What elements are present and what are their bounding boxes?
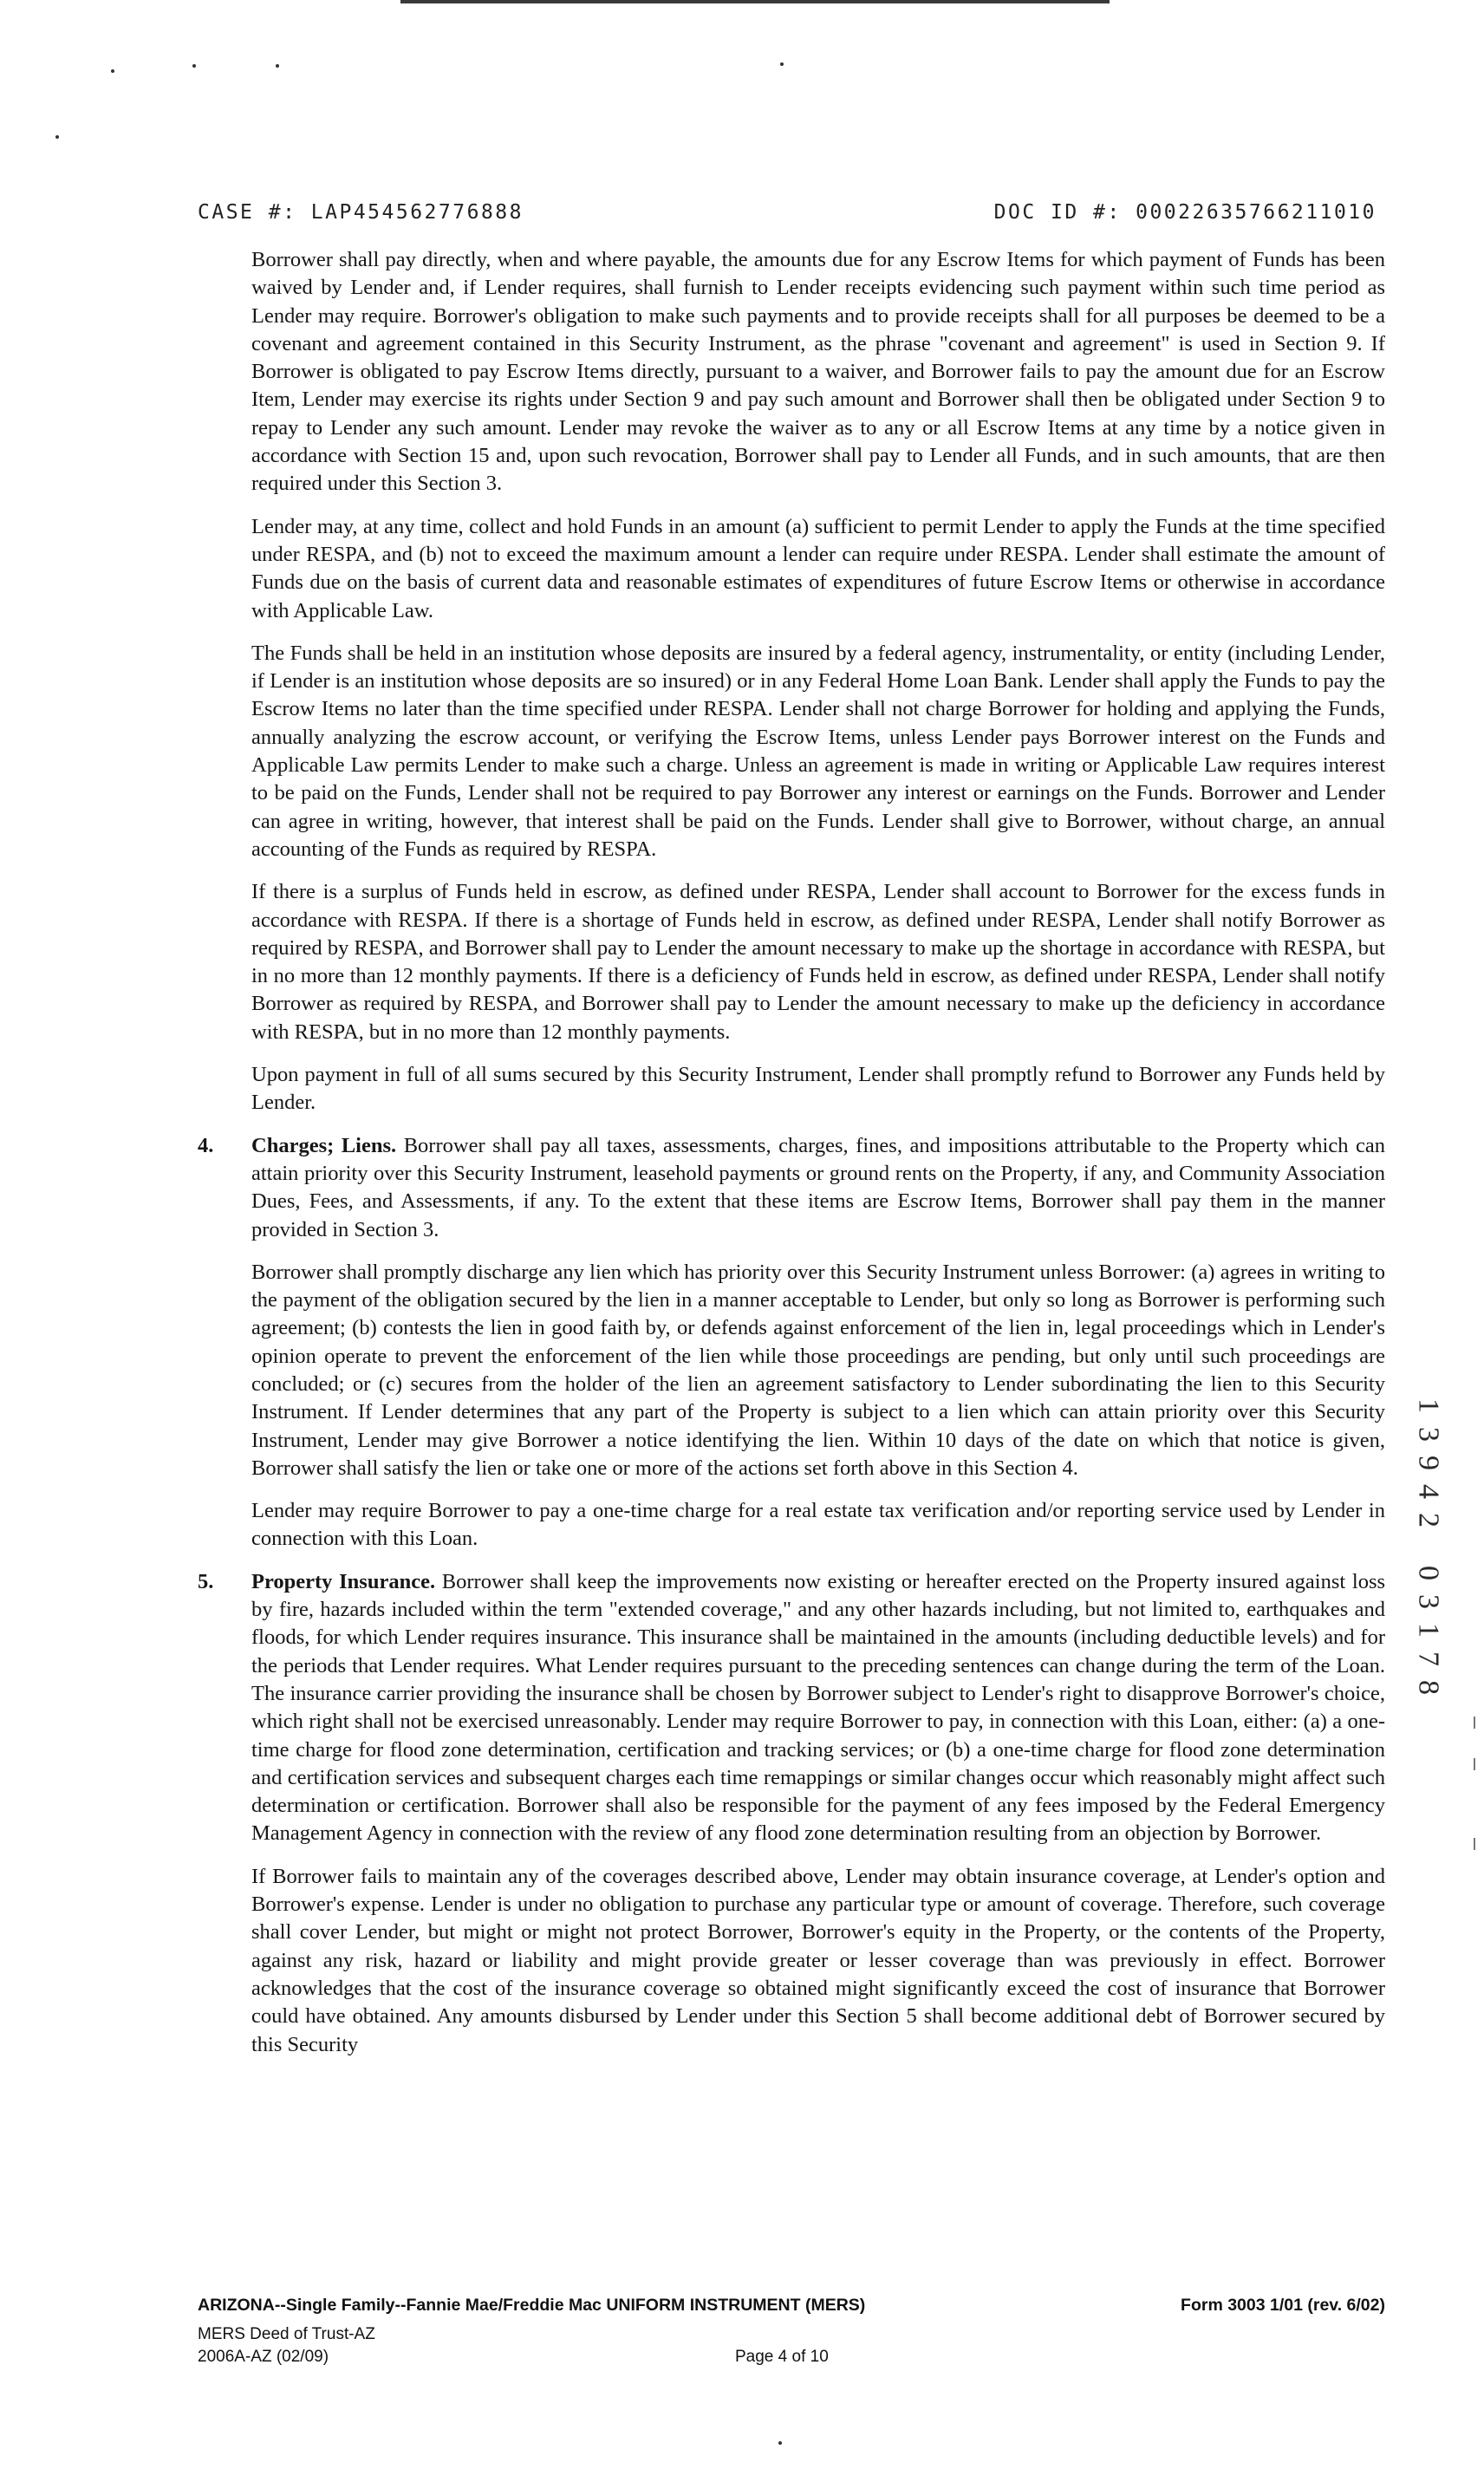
doc-id: DOC ID #: 00022635766211010 xyxy=(993,201,1377,224)
stamp-digit: 1 xyxy=(1412,1623,1445,1638)
paragraph: The Funds shall be held in an institution whose deposits are insured by a federal agency, instrumentality, or entity (including Lender, if Lender is an institution whose deposits are so insured) or in any Federal Home Loan Bank. Lender shall apply the Funds to pay the Escrow Items no later than the time specified under RESPA. Lender shall not charge Borrower for holding and applying the Funds, annually analyzing the escrow account, or verifying the Escrow Items, unless Lender pays Borrower interest on the Funds and Applicable Law permits Lender to make such a charge. Unless an agreement is made in writing or Applicable Law requires interest to be paid on the Funds, Lender shall not be required to pay Borrower any interest or earnings on the Funds. Borrower and Lender can agree in writing, however, that interest shall be paid on the Funds. Lender shall give to Borrower, without charge, an annual accounting of the Funds as required by RESPA. xyxy=(251,641,1385,861)
document-body xyxy=(198,246,1385,2074)
section-text: Borrower shall keep the improvements now existing or hereafter erected on the Property insured against loss by fire, hazards included within the term "extended coverage," and any other hazards including, but not limited to, earthquakes and floods, for which Lender requires insurance. This insurance shall be maintained in the amounts (including deductible levels) and for the periods that Lender requires. What Lender requires pursuant to the preceding sentences can change during the term of the Loan. The insurance carrier providing the insurance shall be chosen by Borrower subject to Lender's right to disapprove Borrower's choice, which right shall not be exercised unreasonably. Lender may require Borrower to pay, in connection with this Loan, either: (a) a one-time charge for flood zone determination, certification and tracking services; or (b) a one-time charge for flood zone determination and certification services and subsequent charges each time remappings or similar changes occur which reasonably might affect such determination or certification. Borrower shall also be responsible for the payment of any fees imposed by the Federal Emergency Management Agency in connection with the review of any flood zone determination resulting from an objection by Borrower. xyxy=(251,1569,1386,1846)
page-number: Page 4 of 10 xyxy=(735,2348,829,2366)
stamp-digit: 4 xyxy=(1412,1484,1445,1499)
section-4 xyxy=(198,1132,1385,1244)
scan-speck xyxy=(192,64,196,68)
paragraph: If there is a surplus of Funds held in escrow, as defined under RESPA, Lender shall account to Borrower for the excess funds in accordance with RESPA. If there is a shortage of Funds held in escrow, as defined under RESPA, Lender shall notify Borrower as required by RESPA, and Borrower shall pay to Lender the amount necessary to make up the shortage in accordance with RESPA, but in no more than 12 monthly payments. If there is a deficiency of Funds held in escrow, as defined under RESPA, Lender shall notify Borrower as required by RESPA, and Borrower shall pay to Lender the amount necessary to make up the deficiency in accordance with RESPA, but in no more than 12 monthly payments. xyxy=(251,880,1385,1044)
section-title: Charges; Liens. xyxy=(251,1133,397,1157)
stamp-digit: 2 xyxy=(1412,1513,1445,1528)
paragraph: Upon payment in full of all sums secured by this Security Instrument, Lender shall promptly refund to Borrower any Funds held by Lender. xyxy=(251,1063,1385,1115)
stamp-digit: 8 xyxy=(1412,1680,1445,1695)
section-number: 4. xyxy=(198,1133,214,1157)
stamp-digit: 7 xyxy=(1412,1651,1445,1666)
scan-speck xyxy=(780,62,784,66)
footer-form-number: Form 3003 1/01 (rev. 6/02) xyxy=(1181,2296,1385,2315)
scan-speck xyxy=(111,69,114,73)
footer-version-line xyxy=(198,2348,1385,2367)
scan-speck xyxy=(55,135,59,139)
scan-edge-mark xyxy=(1474,1717,1475,1729)
stamp-digit: 3 xyxy=(1412,1594,1445,1609)
stamp-digit: 9 xyxy=(1412,1456,1445,1470)
section-number: 5. xyxy=(198,1569,214,1593)
section-text: Borrower shall pay all taxes, assessments, charges, fines, and impositions attributable to the Property which can attain priority over this Security Instrument, leasehold payments or ground rents on the Property, if any, and Community Association Dues, Fees, and Assessments, if any. To the extent that these items are Escrow Items, Borrower shall pay them in the manner provided in Section 3. xyxy=(251,1133,1386,1241)
scan-speck xyxy=(778,2441,782,2445)
footer-instrument: ARIZONA--Single Family--Fannie Mae/Freddie Mac UNIFORM INSTRUMENT (MERS) xyxy=(198,2296,866,2315)
paragraph: Borrower shall promptly discharge any lien which has priority over this Security Instrument unless Borrower: (a) agrees in writing to the payment of the obligation secured by the lien in a manner acceptable to Lender, but only so long as Borrower is performing such agreement; (b) contests the lien in good faith by, or defends against enforcement of the lien in, legal proceedings which in Lender's opinion operate to prevent the enforcement of the lien while those proceedings are pending, but only until such proceedings are concluded; or (c) secures from the holder of the lien an agreement satisfactory to Lender subordinating the lien to this Security Instrument. If Lender determines that any part of the Property is subject to a lien which can attain priority over this Security Instrument, Lender may give Borrower a notice identifying the lien. Within 10 days of the date on which that notice is given, Borrower shall satisfy the lien or take one or more of the actions set forth above in this Section 4. xyxy=(251,1260,1385,1480)
case-number: CASE #: LAP454562776888 xyxy=(198,201,524,224)
footer-version: 2006A-AZ (02/09) xyxy=(198,2348,329,2366)
section-5 xyxy=(198,1568,1385,1848)
section-title: Property Insurance. xyxy=(251,1569,436,1593)
paragraph: Lender may, at any time, collect and hold Funds in an amount (a) sufficient to permit Lender to apply the Funds at the time specified under RESPA, and (b) not to exceed the maximum amount a lender can require under RESPA. Lender shall estimate the amount of Funds due on the basis of current data and reasonable estimates of expenditures of future Escrow Items or otherwise in accordance with Applicable Law. xyxy=(251,514,1385,622)
top-scan-rule xyxy=(400,0,1110,3)
margin-book-page-stamp xyxy=(1412,1391,1445,1702)
footer-doc-type: MERS Deed of Trust-AZ xyxy=(198,2325,375,2343)
stamp-digit: 0 xyxy=(1412,1566,1445,1580)
scan-edge-mark xyxy=(1474,1758,1475,1770)
paragraph: Lender may require Borrower to pay a one-time charge for a real estate tax verification and/or reporting service used by Lender in connection with this Loan. xyxy=(251,1499,1385,1551)
stamp-digit: 3 xyxy=(1412,1427,1445,1442)
footer-instrument-line xyxy=(198,2296,1385,2316)
stamp-digit: 1 xyxy=(1412,1398,1445,1413)
scan-speck xyxy=(276,64,279,68)
paragraph: Borrower shall pay directly, when and where payable, the amounts due for any Escrow Items for which payment of Funds has been waived by Lender and, if Lender requires, shall furnish to Lender receipts evidencing such payment within such time period as Lender may require. Borrower's obligation to make such payments and to provide receipts shall for all purposes be deemed to be a covenant and agreement contained in this Security Instrument, as the phrase "covenant and agreement" is used in Section 9. If Borrower is obligated to pay Escrow Items directly, pursuant to a waiver, and Borrower fails to pay the amount due for an Escrow Item, Lender may exercise its rights under Section 9 and pay such amount and Borrower shall then be obligated under Section 9 to repay to Lender any such amount. Lender may revoke the waiver as to any or all Escrow Items at any time by a notice given in accordance with Section 15 and, upon such revocation, Borrower shall pay to Lender all Funds, and in such amounts, that are then required under this Section 3. xyxy=(251,248,1385,496)
paragraph: If Borrower fails to maintain any of the coverages described above, Lender may obtain insurance coverage, at Lender's option and Borrower's expense. Lender is under no obligation to purchase any particular type or amount of coverage. Therefore, such coverage shall cover Lender, but might or might not protect Borrower, Borrower's equity in the Property, or the contents of the Property, against any risk, hazard or liability and might provide greater or lesser coverage than was previously in effect. Borrower acknowledges that the cost of the insurance coverage so obtained might significantly exceed the cost of insurance that Borrower could have obtained. Any amounts disbursed by Lender under this Section 5 shall become additional debt of Borrower secured by this Security xyxy=(251,1864,1385,2056)
scan-edge-mark xyxy=(1474,1838,1475,1850)
